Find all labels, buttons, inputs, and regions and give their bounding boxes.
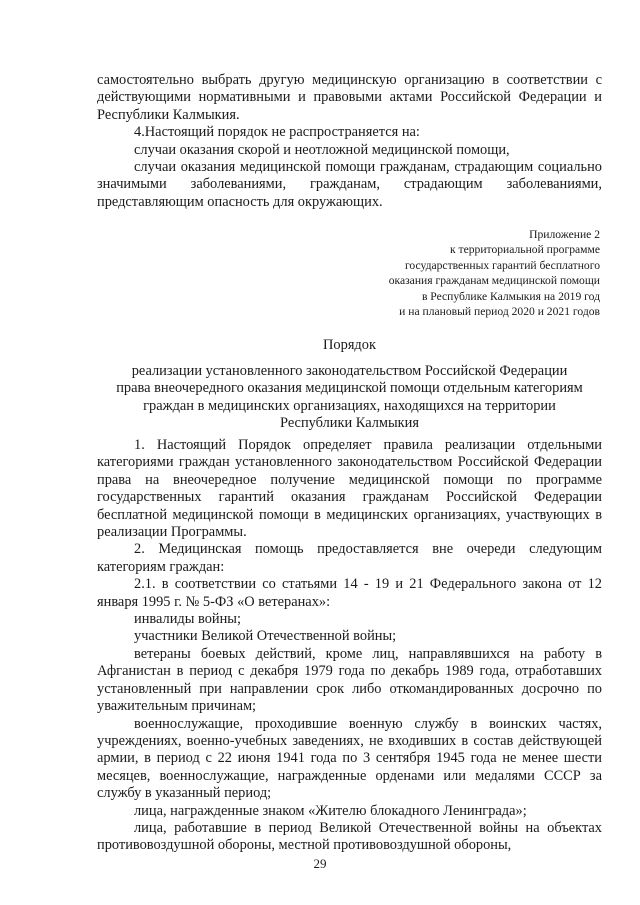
- heading-line: граждан в медицинских организациях, находящихся на территории: [143, 397, 556, 414]
- page-number: 29: [313, 856, 327, 871]
- paragraph: самостоятельно выбрать другую медицинскую организацию в соответствии с действующими нормативными и правовыми актами Российской Федерации и Республики Калмыкия.: [97, 72, 602, 123]
- appendix-line: Приложение 2: [529, 228, 600, 241]
- appendix-line: государственных гарантий бесплатного: [404, 258, 600, 272]
- appendix-line: в Республике Калмыкия на 2019 год: [421, 289, 600, 303]
- paragraph: 4.Настоящий порядок не распространяется на:: [134, 124, 420, 141]
- main-text-block: [97, 437, 602, 855]
- appendix-header: [300, 227, 600, 319]
- heading-line: Республики Калмыкия: [280, 415, 419, 432]
- paragraph: 1. Настоящий Порядок определяет правила реализации отдельными категориями граждан установленного законодательством Российской Федерации права на внеочередное получение медицинской помощи по программе государственных гарантий оказания гражданам Российской Федерации бесплатной медицинской помощи в медицинских организациях, участвующих в реализации Программы.: [97, 437, 602, 541]
- top-text-block: [97, 72, 602, 211]
- heading-line: права внеочередного оказания медицинской помощи отдельным категориям: [116, 380, 583, 397]
- heading-title: Порядок: [323, 337, 376, 353]
- paragraph: 2.1. в соответствии со статьями 14 - 19 и 21 Федерального закона от 12 января 1995 г. № 5-ФЗ «О ветеранах»:: [97, 576, 602, 610]
- heading-line: реализации установленного законодательством Российской Федерации: [131, 362, 568, 379]
- list-item: лица, награжденные знаком «Жителю блокадного Ленинграда»;: [134, 802, 527, 819]
- list-item: инвалиды войны;: [134, 611, 241, 628]
- document-heading: [97, 337, 602, 433]
- appendix-line: к территориальной программе: [450, 243, 600, 257]
- list-item: лица, работавшие в период Великой Отечественной войны на объектах противовоздушной обороны, местной противовоздушной обороны,: [97, 819, 602, 854]
- paragraph: случаи оказания медицинской помощи гражданам, страдающим социально значимыми заболеваниями, гражданам, страдающим заболеваниями, представляющим опасность для окружающих.: [97, 159, 602, 210]
- paragraph: случаи оказания скорой и неотложной медицинской помощи,: [134, 141, 510, 158]
- paragraph: 2. Медицинская помощь предоставляется вне очереди следующим категориям граждан:: [97, 541, 602, 575]
- list-item: участники Великой Отечественной войны;: [134, 628, 397, 645]
- appendix-line: оказания гражданам медицинской помощи: [388, 274, 600, 288]
- list-item: военнослужащие, проходившие военную службу в воинских частях, учреждениях, военно-учебных заведениях, не входивших в состав действующей армии, в период с 22 июня 1941 года по 3 сентября 1945 года не менее шести месяцев, военнослужащие, награжденные орденами или медалями СССР за службу в указанный период;: [97, 715, 602, 802]
- list-item: ветераны боевых действий, кроме лиц, направлявшихся на работу в Афганистан в период с декабря 1979 года по декабрь 1989 года, отработавших установленный при направлении срок либо откомандированных досрочно по уважительным причинам;: [97, 645, 602, 715]
- appendix-line: и на плановый период 2020 и 2021 годов: [399, 305, 600, 319]
